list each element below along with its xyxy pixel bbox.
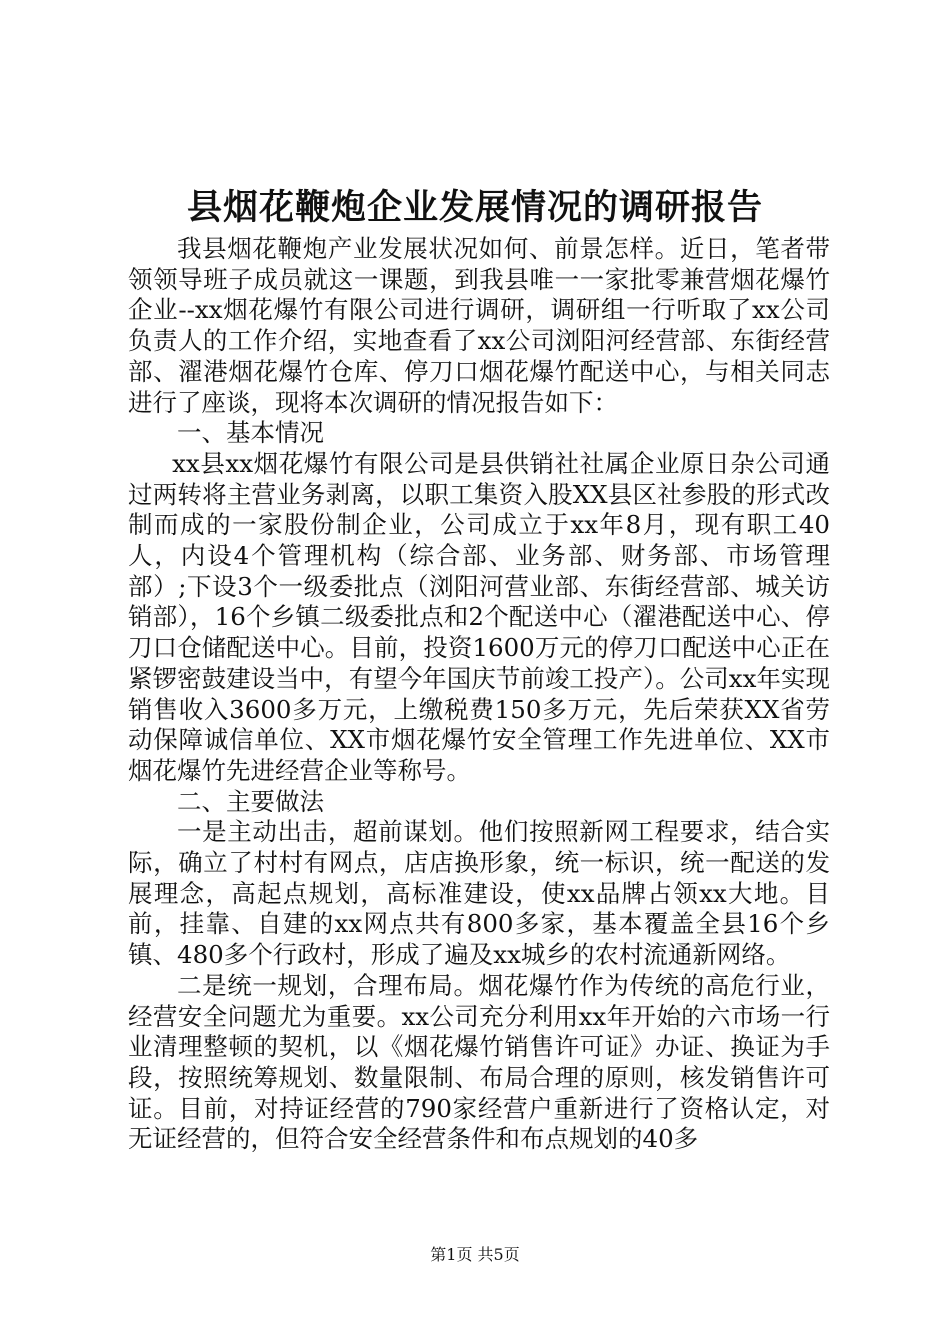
paragraph-practice-one: 一是主动出击，超前谋划。他们按照新网工程要求，结合实际，确立了村村有网点，店店换形象，统一标识，统一配送的发展理念，高起点规划，高标准建设，使xx品牌占领xx大地。目前，挂靠、自建的xx网点共有800多家，基本覆盖全县16个乡镇、480多个行政村，形成了遍及xx城乡的农村流通新网络。 xyxy=(128,817,830,970)
document-body xyxy=(128,234,830,1155)
section-heading-practices: 二、主要做法 xyxy=(177,786,324,816)
document-title: 县烟花鞭炮企业发展情况的调研报告 xyxy=(186,187,763,228)
paragraph-intro: 我县烟花鞭炮产业发展状况如何、前景怎样。近日，笔者带领领导班子成员就这一课题，到我县唯一一家批零兼营烟花爆竹企业--xx烟花爆竹有限公司进行调研，调研组一行听取了xx公司负责人的工作介绍，实地查看了xx公司浏阳河经营部、东街经营部、濯港烟花爆竹仓库、停刀口烟花爆竹配送中心，与相关同志进行了座谈，现将本次调研的情况报告如下： xyxy=(128,234,830,417)
paragraph-basic-info: xx县xx烟花爆竹有限公司是县供销社社属企业原日杂公司通过两转将主营业务剥离，以职工集资入股XX县区社参股的形式改制而成的一家股份制企业，公司成立于xx年8月，现有职工40人，内设4个管理机构（综合部、业务部、财务部、市场管理部）;下设3个一级委批点（浏阳河营业部、东街经营部、城关访销部），16个乡镇二级委批点和2个配送中心（濯港配送中心、停刀口仓储配送中心。目前，投资1600万元的停刀口配送中心正在紧锣密鼓建设当中，有望今年国庆节前竣工投产）。公司xx年实现销售收入3600多万元，上缴税费150多万元，先后荣获XX省劳动保障诚信单位、XX市烟花爆竹安全管理工作先进单位、XX市烟花爆竹先进经营企业等称号。 xyxy=(128,448,830,785)
paragraph-practice-two: 二是统一规划，合理布局。烟花爆竹作为传统的高危行业，经营安全问题尤为重要。xx公司充分利用xx年开始的六市场一行业清理整顿的契机，以《烟花爆竹销售许可证》办证、换证为手段，按照统筹规划、数量限制、布局合理的原则，核发销售许可证。目前，对持证经营的790家经营户重新进行了资格认定，对无证经营的，但符合安全经营条件和布点规划的40多 xyxy=(128,970,830,1154)
section-heading-basic: 一、基本情况 xyxy=(177,418,324,448)
page-footer: 第1页 共5页 xyxy=(430,1245,520,1264)
